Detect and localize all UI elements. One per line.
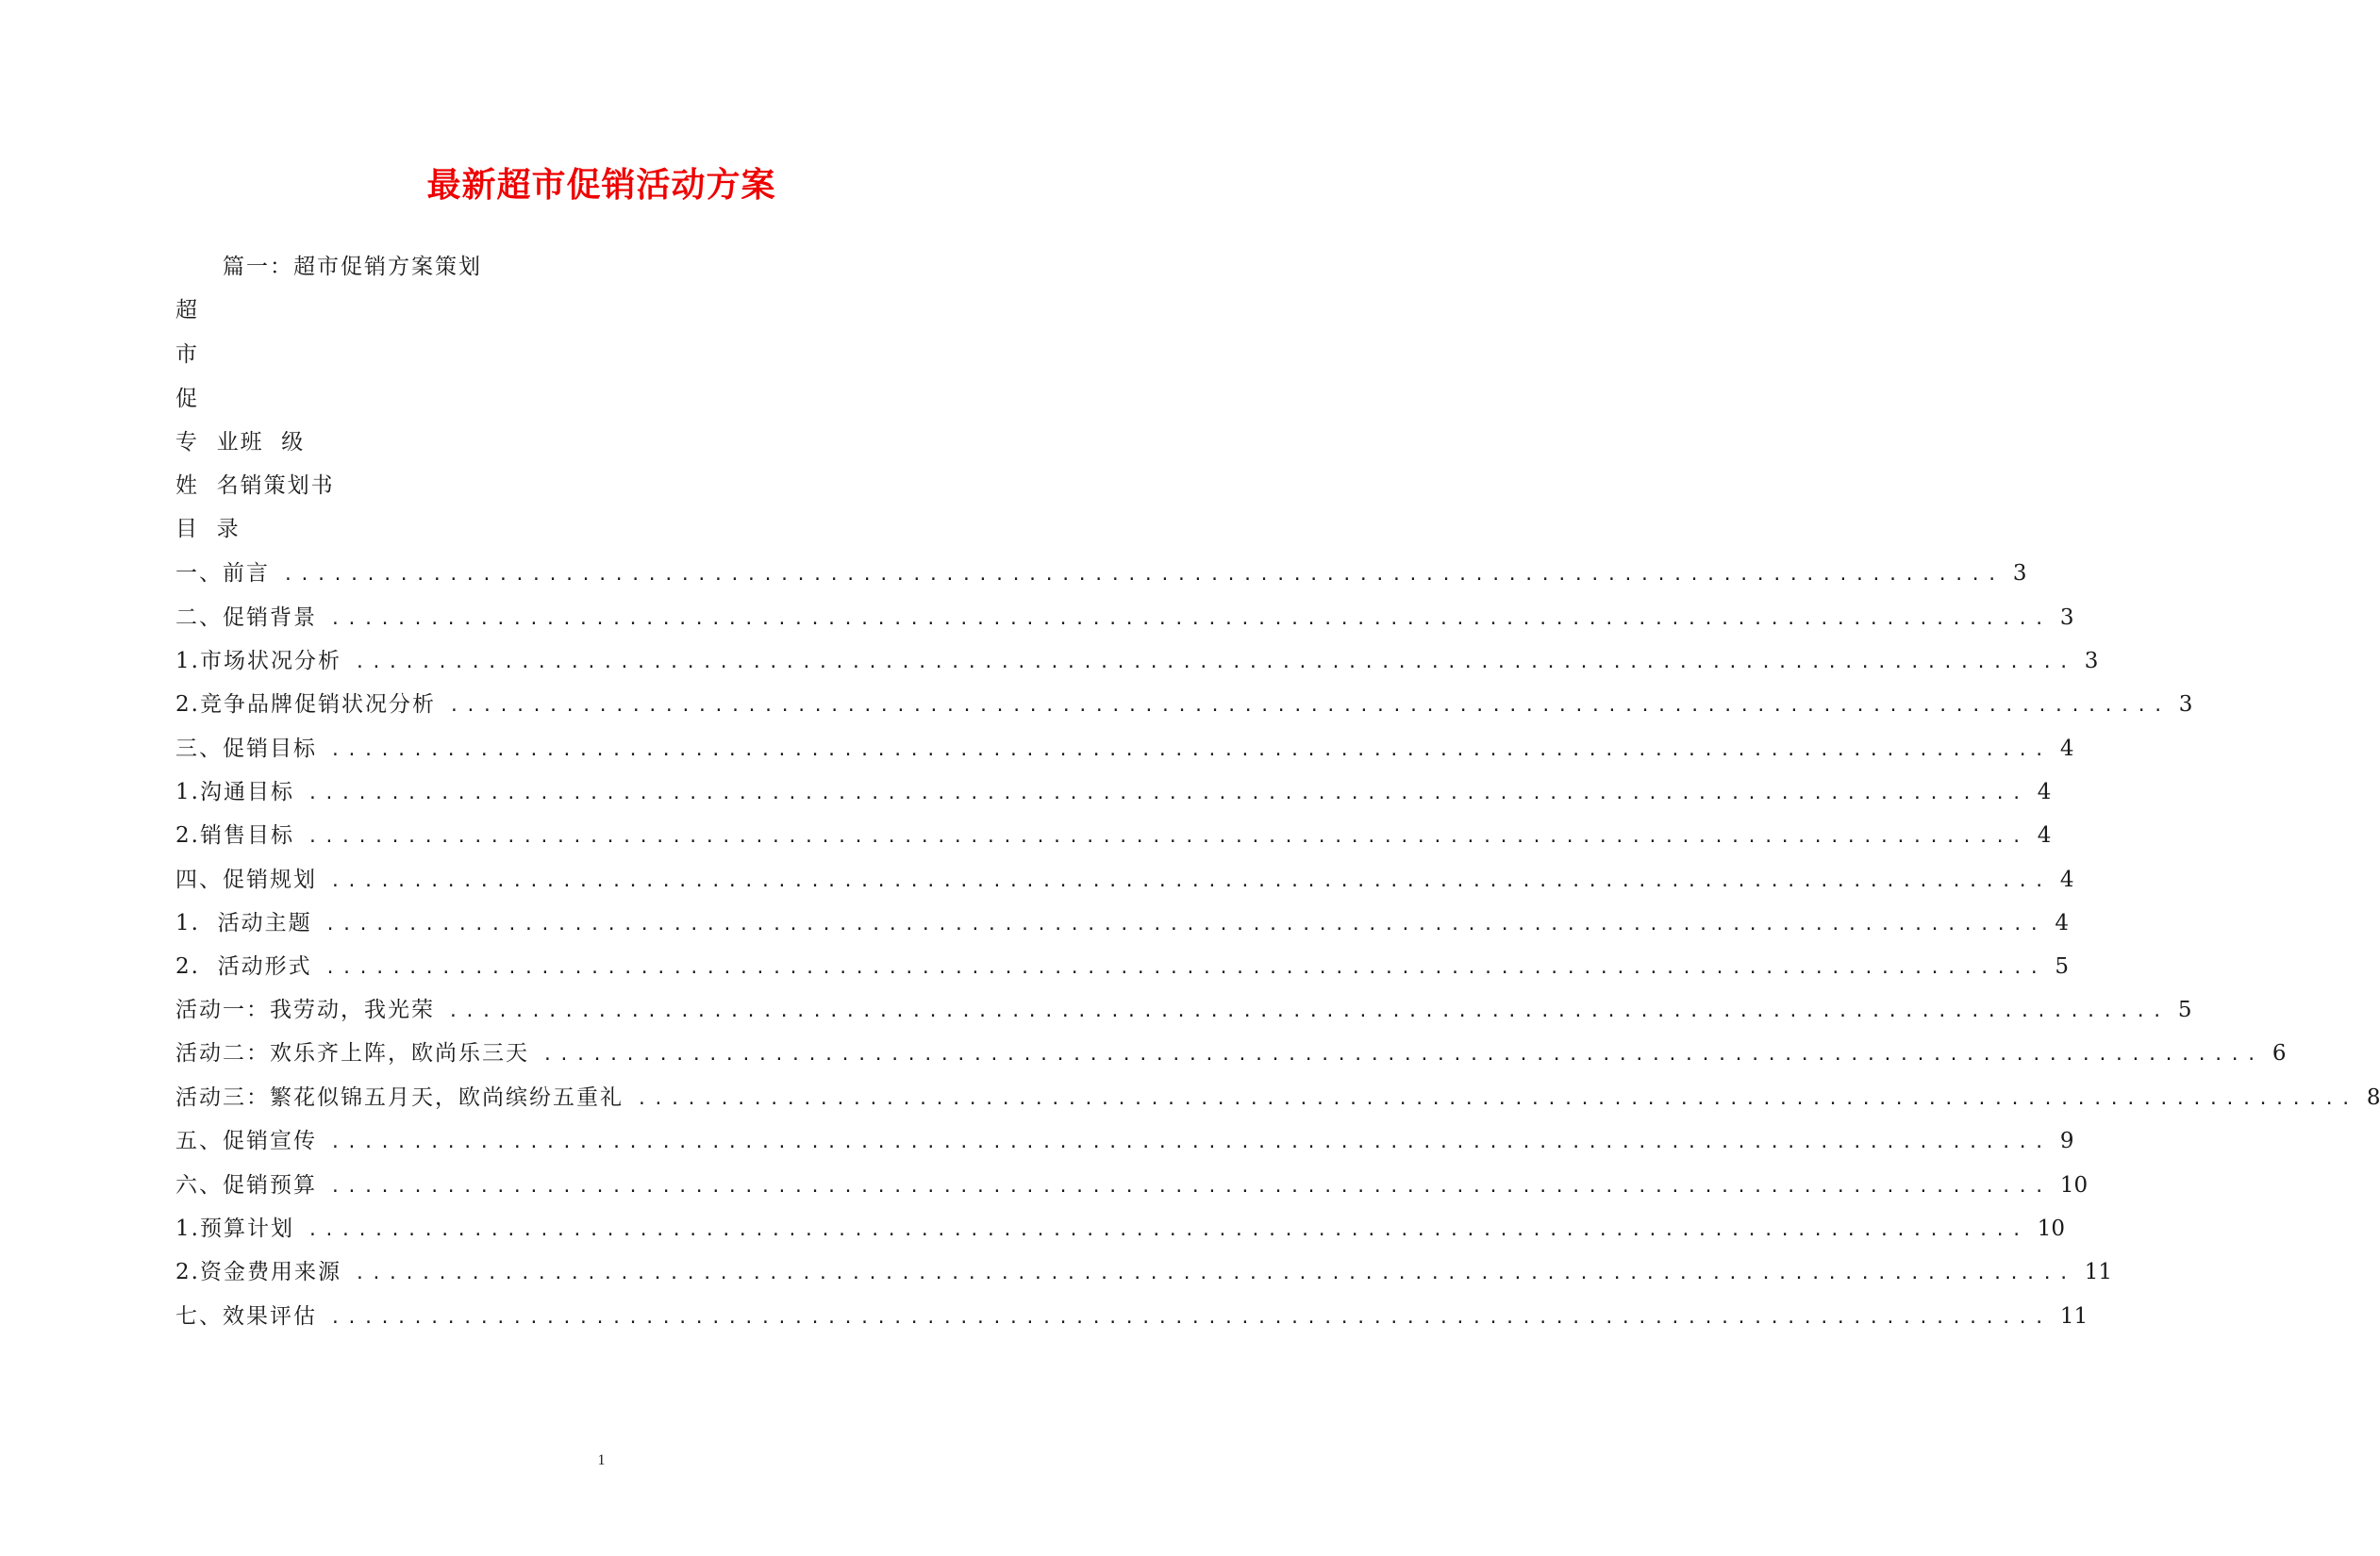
toc-entry [175,1127,2074,1157]
toc-entry-page: 4 [2055,911,2070,935]
toc-entry-page: 3 [2084,649,2099,673]
toc-entry [175,1171,2089,1201]
toc-leader-dots: ........................................................................................................ [354,1264,2075,1283]
cover-line: 专 业班 级 [175,430,306,455]
toc-entry-label: 五、促销宣传 [175,1129,317,1153]
toc-entry [175,909,2070,939]
toc-entry-page: 4 [2059,737,2074,761]
toc-entry-label: 1.沟通目标 [175,780,294,804]
toc-entry [175,821,2052,852]
toc-entry-label: 七、效果评估 [175,1304,317,1329]
toc-leader-dots: ........................................................................................................ [325,915,2046,935]
toc-leader-dots: ........................................................................................................ [330,1133,2051,1152]
cover-line: 市 [175,342,199,367]
toc-entry-label: 1.预算计划 [175,1217,294,1241]
toc-entry-label: 2. 活动形式 [175,954,312,979]
cover-line: 超 [175,298,199,323]
toc-entry-label: 四、促销规划 [175,868,317,892]
cover-line: 姓 名销策划书 [175,473,335,498]
toc-leader-dots: ........................................................................................................ [330,609,2051,629]
toc-leader-dots: ........................................................................................................ [330,1308,2051,1328]
toc-entry-label: 1.市场状况分析 [175,649,341,673]
toc-entry [175,1039,2287,1069]
toc-entry-page: 8 [2366,1085,2380,1110]
toc-entry [175,604,2074,634]
toc-entry-page: 9 [2059,1129,2074,1153]
toc-entry [175,735,2074,765]
toc-entry-page: 4 [2037,780,2052,804]
toc-entry-page: 10 [2037,1217,2066,1241]
toc-entry-label: 一、前言 [175,561,270,586]
toc-entry-page: 11 [2059,1304,2089,1329]
toc-entry [175,952,2070,983]
toc-entry-label: 1. 活动主题 [175,911,312,935]
toc-entry-page: 5 [2177,998,2192,1022]
toc-entry-page: 3 [2012,561,2027,586]
toc-entry [175,778,2052,808]
toc-heading: 目 录 [175,517,241,541]
toc-leader-dots: ........................................................................................................ [325,958,2046,978]
cover-line: 促 [175,387,199,411]
toc-entry-label: 活动二：欢乐齐上阵，欧尚乐三天 [175,1041,529,1066]
toc-leader-dots: ........................................................................................................ [448,1001,2169,1021]
document-title: 最新超市促销活动方案 [426,165,776,205]
toc-leader-dots: ........................................................................................................ [542,1045,2263,1065]
toc-entry-page: 3 [2059,605,2074,630]
toc-leader-dots: ........................................................................................................ [448,696,2170,716]
toc-leader-dots: ........................................................................................................ [330,1177,2051,1197]
toc-entry-label: 六、促销预算 [175,1173,317,1198]
toc-leader-dots: ........................................................................................................ [354,653,2075,672]
toc-leader-dots: ........................................................................................................ [307,1220,2028,1240]
toc-entry-label: 活动一：我劳动，我光荣 [175,998,435,1022]
page-number: 1 [597,1452,606,1468]
toc-entry-page: 4 [2037,823,2052,848]
toc-leader-dots: ........................................................................................................ [307,784,2028,803]
section-heading: 篇一：超市促销方案策划 [223,255,482,279]
toc-entry [175,559,2027,589]
toc-leader-dots: ........................................................................................................ [283,565,2004,585]
toc-entry [175,1084,2380,1114]
toc-entry-label: 二、促销背景 [175,605,317,630]
toc-entry-page: 6 [2272,1041,2287,1066]
toc-entry-page: 11 [2084,1260,2113,1284]
toc-entry-label: 2.竞争品牌促销状况分析 [175,692,436,717]
toc-entry-page: 10 [2059,1173,2089,1198]
toc-leader-dots: ........................................................................................................ [637,1089,2357,1109]
toc-entry [175,647,2099,677]
toc-entry-label: 活动三：繁花似锦五月天，欧尚缤纷五重礼 [175,1085,624,1110]
toc-entry [175,1258,2113,1288]
toc-leader-dots: ........................................................................................................ [330,871,2051,891]
toc-entry-label: 三、促销目标 [175,737,317,761]
toc-leader-dots: ........................................................................................................ [330,740,2051,760]
toc-entry [175,1302,2089,1333]
toc-entry-page: 4 [2059,868,2074,892]
toc-entry [175,866,2074,896]
toc-entry [175,1215,2066,1245]
toc-entry [175,996,2192,1026]
toc-entry-label: 2.销售目标 [175,823,294,848]
toc-entry [175,690,2193,720]
toc-leader-dots: ........................................................................................................ [307,827,2028,847]
toc-entry-label: 2.资金费用来源 [175,1260,341,1284]
toc-entry-page: 5 [2055,954,2070,979]
toc-entry-page: 3 [2178,692,2193,717]
